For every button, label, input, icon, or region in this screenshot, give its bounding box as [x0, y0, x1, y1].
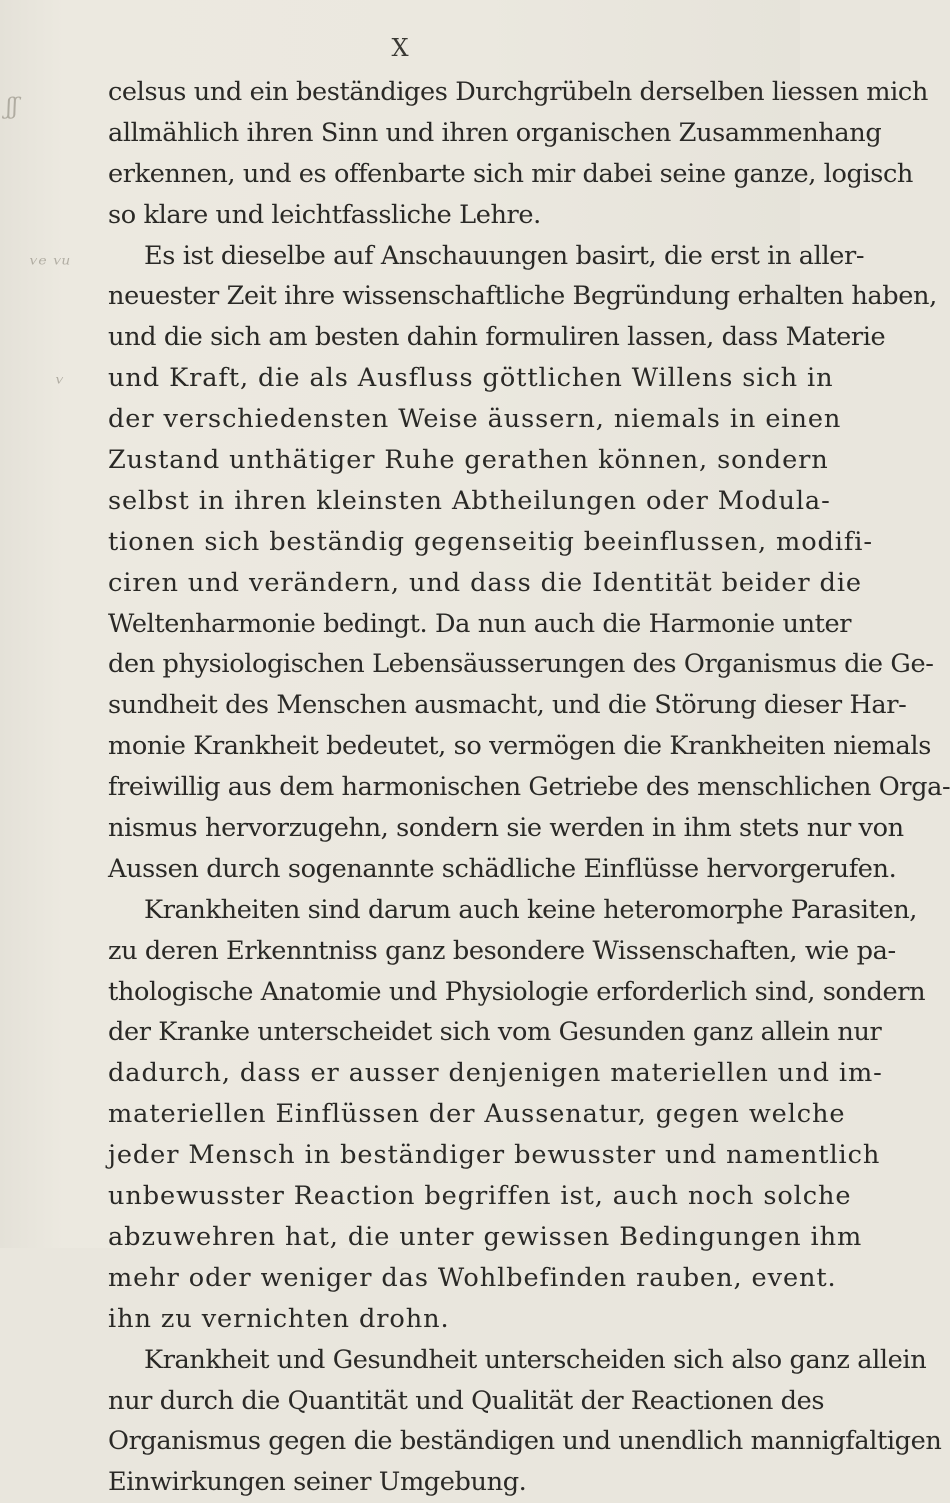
text-line: Krankheit und Gesundheit unterscheiden sich also ganz allein: [144, 1344, 927, 1375]
text-line: zu deren Erkenntniss ganz besondere Wissenschaften, wie pa-: [108, 935, 896, 966]
text-line: abzuwehren hat, die unter gewissen Bedingungen ihm: [108, 1221, 863, 1252]
margin-pencil-mark: ᵛ: [56, 372, 65, 397]
text-line: mehr oder weniger das Wohlbefinden rauben, event.: [108, 1262, 837, 1293]
text-line: und Kraft, die als Ausfluss göttlichen Willens sich in: [108, 363, 834, 394]
text-line: Weltenharmonie bedingt. Da nun auch die Harmonie unter: [108, 608, 852, 639]
text-line: nismus hervorzugehn, sondern sie werden in ihm stets nur von: [108, 813, 904, 844]
text-line: celsus und ein beständiges Durchgrübeln derselben liessen mich: [108, 77, 928, 107]
text-line: sundheit des Menschen ausmacht, und die Störung dieser Har-: [108, 690, 907, 721]
text-line: Organismus gegen die beständigen und unendlich mannigfaltigen: [108, 1426, 942, 1457]
text-line: so klare und leichtfassliche Lehre.: [108, 199, 541, 230]
text-line: allmählich ihren Sinn und ihren organischen Zusammenhang: [108, 117, 882, 148]
text-line: materiellen Einflüssen der Aussenatur, gegen welche: [108, 1099, 846, 1130]
text-line: ciren und verändern, und dass die Identität beider die: [108, 567, 862, 598]
text-line: neuester Zeit ihre wissenschaftliche Begründung erhalten haben,: [108, 281, 937, 312]
body-text: [108, 72, 950, 1503]
text-line: Aussen durch sogenannte schädliche Einflüsse hervorgerufen.: [108, 853, 897, 884]
page-number: X: [391, 34, 409, 62]
text-line: der verschiedensten Weise äussern, niemals in einen: [108, 404, 842, 435]
text-line: Zustand unthätiger Ruhe gerathen können, sondern: [108, 445, 829, 476]
text-line: dadurch, dass er ausser denjenigen materiellen und im-: [108, 1058, 883, 1089]
text-line: freiwillig aus dem harmonischen Getriebe des menschlichen Orga-: [108, 772, 950, 803]
text-line: Es ist dieselbe auf Anschauungen basirt, die erst in aller-: [144, 240, 865, 271]
margin-pencil-mark: ʃʃ: [6, 95, 18, 120]
text-line: den physiologischen Lebensäusserungen des Organismus die Ge-: [108, 649, 934, 680]
text-line: selbst in ihren kleinsten Abtheilungen oder Modula-: [108, 485, 831, 516]
text-line: Krankheiten sind darum auch keine heteromorphe Parasiten,: [144, 894, 918, 925]
text-line: ihn zu vernichten drohn.: [108, 1303, 450, 1334]
text-line: der Kranke unterscheidet sich vom Gesunden ganz allein nur: [108, 1017, 882, 1048]
text-line: unbewusster Reaction begriffen ist, auch noch solche: [108, 1181, 852, 1212]
text-line: jeder Mensch in beständiger bewusster und namentlich: [108, 1140, 881, 1171]
text-line: Einwirkungen seiner Umgebung.: [108, 1467, 527, 1498]
text-line: tionen sich beständig gegenseitig beeinflussen, modifi-: [108, 526, 873, 557]
margin-pencil-mark: ᵛᵉ ᵛᵘ: [30, 253, 71, 278]
text-line: und die sich am besten dahin formuliren lassen, dass Materie: [108, 322, 886, 353]
text-line: nur durch die Quantität und Qualität der Reactionen des: [108, 1385, 825, 1416]
text-line: erkennen, und es offenbarte sich mir dabei seine ganze, logisch: [108, 158, 913, 189]
text-line: monie Krankheit bedeutet, so vermögen die Krankheiten niemals: [108, 731, 931, 762]
text-line: thologische Anatomie und Physiologie erforderlich sind, sondern: [108, 976, 926, 1007]
